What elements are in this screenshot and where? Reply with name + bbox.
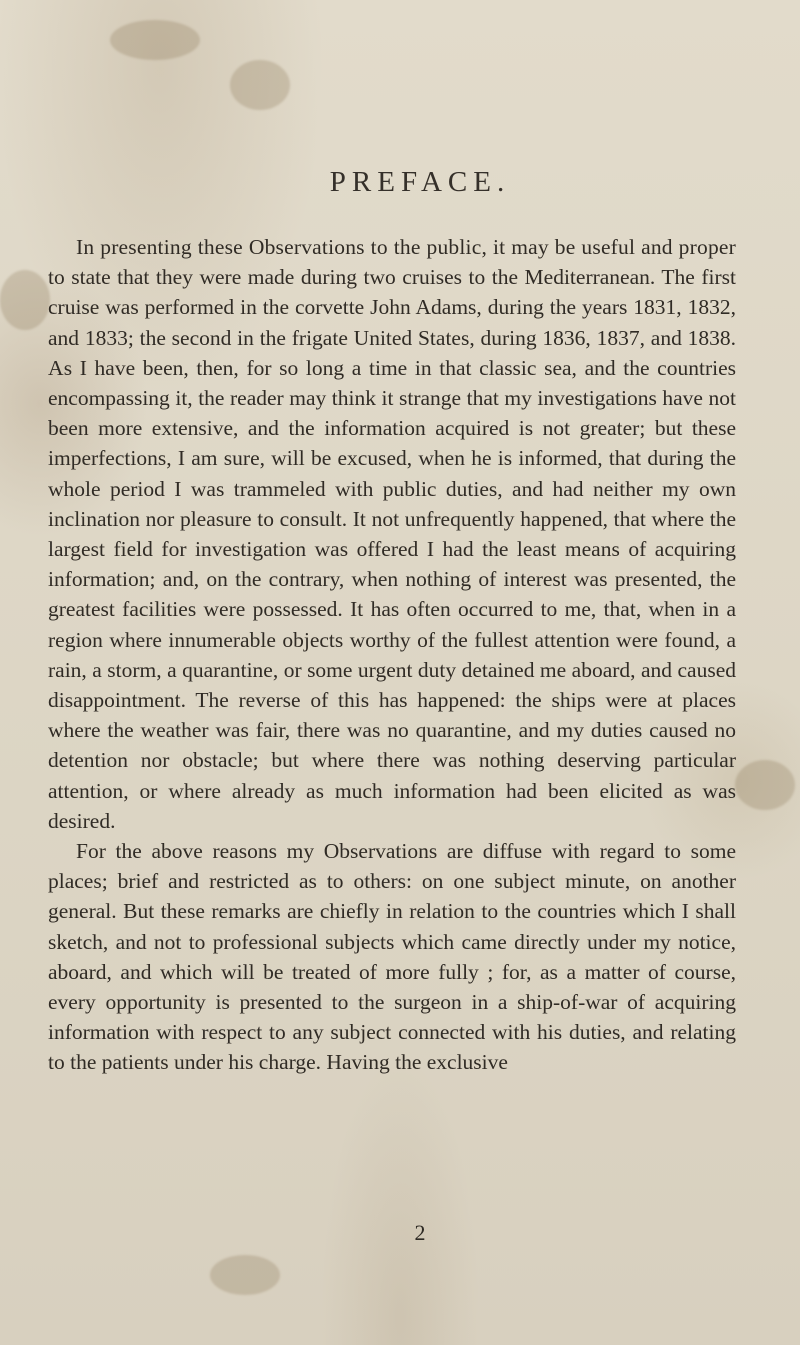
preface-body bbox=[48, 232, 736, 1078]
page-number: 2 bbox=[414, 1220, 426, 1245]
foxing-stain bbox=[0, 270, 50, 330]
paragraph-1: In presenting these Observations to the public, it may be useful and proper to state that they were made during two cruises to the Mediterranean. The first cruise was performed in the corvette John Adams, during the years 1831, 1832, and 1833; the second in the frigate United States, during 1836, 1837, and 1838. As I have been, then, for so long a time in that classic sea, and the countries encompassing it, the reader may think it strange that my investigations have not been more extensive, and the information acquired is not greater; but these imperfections, I am sure, will be excused, when he is informed, that during the whole period I was trammeled with public duties, and had neither my own inclination nor pleasure to consult. It not unfrequently happened, that where the largest field for investigation was offered I had the least means of acquiring information; and, on the contrary, when nothing of interest was presented, the greatest facilities were possessed. It has often occurred to me, that, when in a region where innumerable objects worthy of the fullest attention were found, a rain, a storm, a quarantine, or some urgent duty detained me aboard, and caused disappointment. The reverse of this has happened: the ships were at places where the weather was fair, there was no quarantine, and my duties caused no detention nor obstacle; but where there was nothing deserving particular attention, or where already as much information had been elicited as was desired. bbox=[48, 235, 736, 833]
foxing-stain bbox=[210, 1255, 280, 1295]
page-heading: PREFACE. bbox=[329, 166, 511, 198]
paragraph-2: For the above reasons my Observations are diffuse with regard to some places; brief and restricted as to others: on one subject minute, on another general. But these remarks are chiefly in relation to the countries which I shall sketch, and not to professional subjects which came directly under my notice, aboard, and which will be treated of more fully ; for, as a matter of course, every opportunity is presented to the surgeon in a ship-of-war of acquiring information with respect to any subject connected with his duties, and relating to the patients under his charge. Having the exclusive bbox=[48, 839, 736, 1075]
foxing-stain bbox=[230, 60, 290, 110]
foxing-stain bbox=[735, 760, 795, 810]
foxing-stain bbox=[110, 20, 200, 60]
